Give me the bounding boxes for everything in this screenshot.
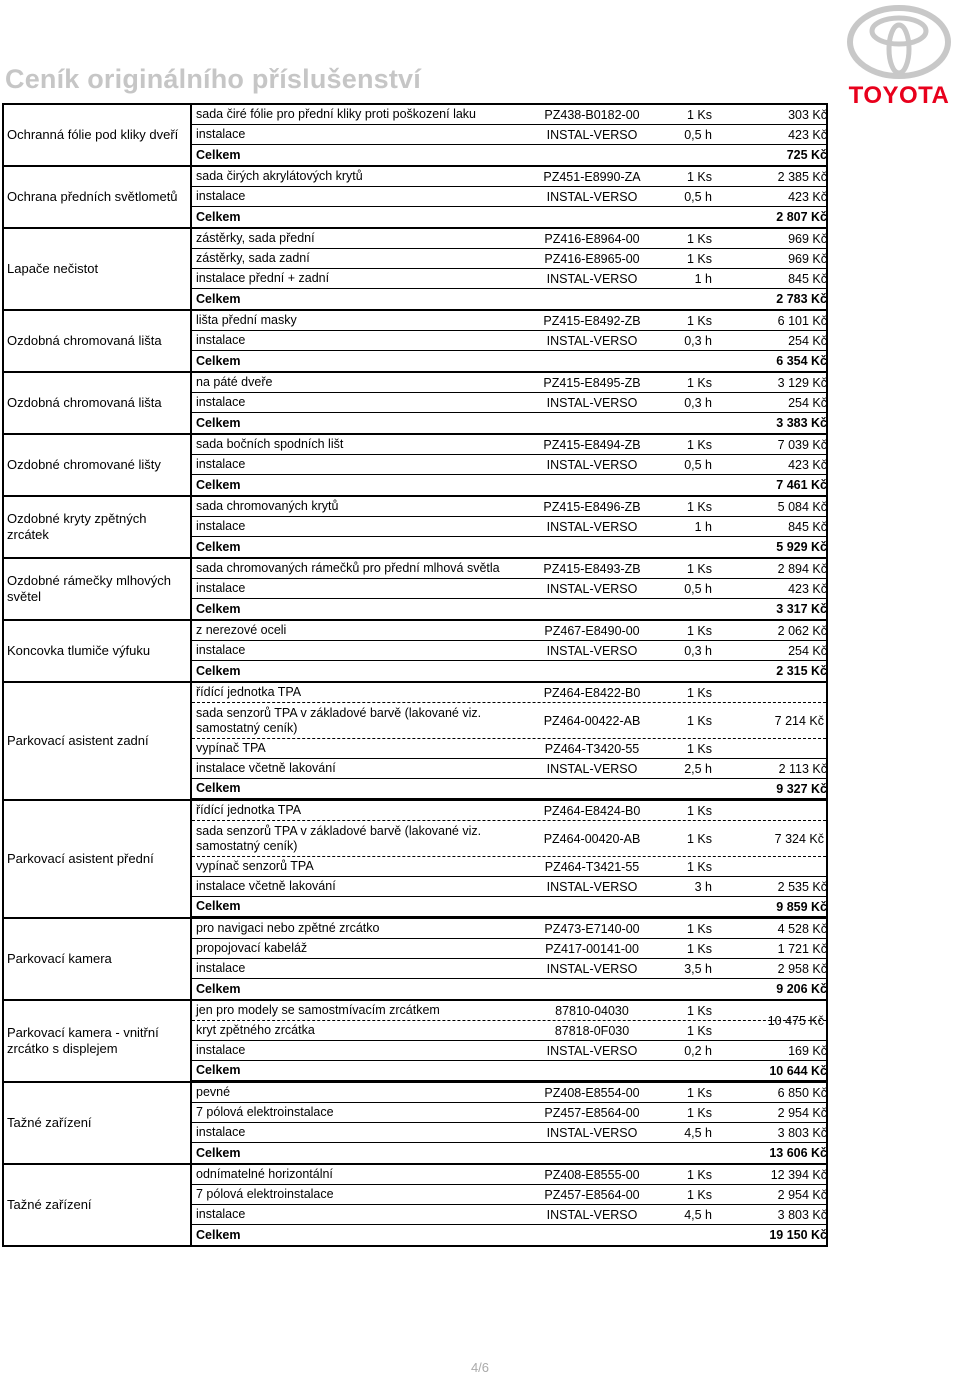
total-row: [192, 475, 826, 495]
cell-code: [527, 475, 657, 495]
cell-qty: 1 Ks: [686, 251, 712, 266]
group-name: Parkovací kamera - vnitřní zrcátko s displejem: [7, 1025, 159, 1056]
table-row: [192, 621, 826, 641]
group-name: Ochrana předních světlometů: [7, 189, 178, 204]
cell-price: 4 528 Kč: [777, 921, 827, 936]
table-row: [192, 393, 826, 413]
total-row: [192, 599, 826, 619]
table-row: [192, 1165, 826, 1185]
group-name: Tažné zařízení: [7, 1197, 92, 1212]
cell-desc: instalace: [196, 1043, 246, 1057]
table-row: [192, 1185, 826, 1205]
cell-price: 254 Kč: [788, 643, 827, 658]
cell-code: [527, 979, 657, 999]
group-name: Parkovací kamera: [7, 951, 112, 966]
cell-desc: sada chromovaných rámečků pro přední mlhová světla: [196, 561, 500, 575]
cell-code: INSTAL-VERSO: [546, 761, 638, 776]
cell-price: 9 327 Kč: [776, 781, 827, 796]
cell-qty: [647, 1061, 712, 1080]
cell-desc: vypínač senzorů TPA: [196, 859, 314, 873]
cell-qty: 1 Ks: [686, 1187, 712, 1202]
cell-code: INSTAL-VERSO: [546, 879, 638, 894]
cell-price: 3 803 Kč: [777, 1125, 827, 1140]
cell-desc: Celkem: [196, 539, 241, 554]
cell-qty: 0,3 h: [684, 395, 712, 410]
cell-price: 12 394 Kč: [770, 1167, 827, 1182]
cell-desc: Celkem: [196, 601, 241, 616]
cell-desc: Celkem: [196, 209, 241, 224]
cell-qty: 4,5 h: [684, 1125, 712, 1140]
product-group: [2, 371, 828, 433]
cell-code: INSTAL-VERSO: [546, 519, 638, 534]
merged-price: 7 214 Kč: [774, 714, 824, 728]
cell-code: INSTAL-VERSO: [546, 1125, 638, 1140]
product-group: [2, 999, 828, 1081]
table-row: [192, 1041, 826, 1061]
cell-qty: 1 Ks: [686, 831, 712, 846]
table-row: [192, 517, 826, 537]
cell-price: 3 383 Kč: [776, 416, 827, 430]
cell-desc: Celkem: [196, 415, 241, 430]
cell-code: [527, 413, 657, 433]
cell-code: PZ416-E8964-00: [544, 231, 640, 246]
product-group: [2, 799, 828, 917]
table-row: [192, 229, 826, 249]
cell-price: 169 Kč: [788, 1043, 827, 1058]
cell-price: 845 Kč: [788, 519, 827, 534]
product-group: [2, 309, 828, 371]
table-row: [192, 167, 826, 187]
total-row: [192, 1225, 826, 1245]
cell-qty: 0,3 h: [684, 333, 712, 348]
cell-qty: 1 Ks: [686, 499, 712, 514]
cell-price: 2 315 Kč: [776, 664, 827, 678]
cell-code: PZ464-00420-AB: [543, 831, 641, 846]
table-row: [192, 959, 826, 979]
total-row: [192, 145, 826, 165]
cell-desc: Celkem: [196, 147, 241, 162]
cell-desc: instalace: [196, 189, 246, 203]
cell-price: 3 317 Kč: [776, 602, 827, 616]
cell-price: 10 644 Kč: [769, 1063, 827, 1078]
cell-code: INSTAL-VERSO: [546, 643, 638, 658]
total-row: [192, 1143, 826, 1163]
cell-qty: 0,5 h: [684, 581, 712, 596]
total-row: [192, 413, 826, 433]
cell-code: 87810-04030: [555, 1003, 629, 1018]
cell-price: 2 385 Kč: [777, 169, 827, 184]
cell-desc: sada čiré fólie pro přední kliky proti poškození laku: [196, 107, 477, 121]
cell-qty: [647, 1225, 712, 1245]
cell-desc: odnímatelné horizontální: [196, 1167, 333, 1181]
cell-qty: [647, 537, 712, 557]
cell-desc: Celkem: [196, 899, 241, 913]
cell-desc: sada čirých akrylátových krytů: [196, 169, 363, 183]
cell-code: PZ467-E8490-00: [544, 623, 640, 638]
cell-code: PZ464-00422-AB: [543, 713, 641, 728]
cell-price: 2 113 Kč: [778, 761, 827, 776]
cell-desc: instalace: [196, 333, 246, 347]
cell-desc: Celkem: [196, 1145, 241, 1160]
group-name: Parkovací asistent přední: [7, 851, 154, 866]
table-row: [192, 249, 826, 269]
cell-price: 19 150 Kč: [769, 1228, 827, 1242]
total-row: [192, 1061, 826, 1081]
cell-price: 6 850 Kč: [777, 1085, 827, 1100]
cell-qty: 3,5 h: [684, 961, 712, 976]
product-group: [2, 681, 828, 799]
cell-qty: 1 Ks: [686, 437, 712, 452]
cell-desc: 7 pólová elektroinstalace: [196, 1187, 334, 1201]
group-name: Ozdobné kryty zpětných zrcátek: [7, 511, 147, 542]
cell-qty: [647, 207, 712, 227]
cell-price: 2 783 Kč: [776, 292, 827, 306]
cell-price: 2 954 Kč: [777, 1105, 827, 1120]
cell-desc: instalace: [196, 127, 246, 141]
cell-price: 7 039 Kč: [777, 437, 827, 452]
product-group: [2, 433, 828, 495]
cell-desc: instalace: [196, 581, 246, 595]
cell-desc: instalace: [196, 457, 246, 471]
cell-price: 254 Kč: [788, 395, 827, 410]
product-group: [2, 103, 828, 165]
cell-qty: 1 Ks: [686, 921, 712, 936]
group-name: Parkovací asistent zadní: [7, 733, 149, 748]
cell-price: 2 954 Kč: [777, 1187, 827, 1202]
cell-qty: [647, 661, 712, 681]
cell-qty: 1 Ks: [686, 561, 712, 576]
cell-code: PZ417-00141-00: [545, 941, 639, 956]
cell-qty: [647, 599, 712, 619]
cell-code: INSTAL-VERSO: [546, 271, 638, 286]
cell-qty: 1 Ks: [686, 623, 712, 638]
cell-code: INSTAL-VERSO: [546, 1043, 638, 1058]
cell-desc: řídící jednotka TPA: [196, 685, 302, 699]
cell-code: [527, 537, 657, 557]
cell-desc: pevné: [196, 1085, 231, 1099]
group-name: Ochranná fólie pod kliky dveří: [7, 127, 179, 142]
cell-qty: 3 h: [694, 879, 712, 894]
cell-qty: [647, 413, 712, 433]
cell-qty: 1 Ks: [686, 1003, 712, 1018]
cell-qty: [647, 1143, 712, 1163]
cell-qty: 0,5 h: [684, 457, 712, 472]
cell-code: [527, 661, 657, 681]
table-row: [192, 1083, 826, 1103]
product-group: [2, 917, 828, 999]
page-title: Ceník originálního příslušenství: [5, 64, 421, 94]
logo-wordmark: TOYOTA: [848, 82, 950, 109]
cell-price: 5 084 Kč: [777, 499, 827, 514]
group-name: Ozdobné rámečky mlhových světel: [7, 573, 172, 604]
cell-qty: [647, 979, 712, 999]
cell-code: INSTAL-VERSO: [546, 457, 638, 472]
cell-code: 87818-0F030: [554, 1023, 630, 1038]
toyota-logo-icon: [838, 4, 960, 84]
cell-code: PZ473-E7140-00: [544, 921, 640, 936]
cell-desc: instalace: [196, 643, 246, 657]
cell-qty: 1 h: [694, 519, 712, 534]
cell-code: [527, 1225, 657, 1245]
cell-qty: 1 Ks: [686, 231, 712, 246]
table-row: [192, 373, 826, 393]
cell-qty: 1 Ks: [686, 1023, 712, 1038]
cell-qty: 0,5 h: [684, 189, 712, 204]
cell-desc: Celkem: [196, 1227, 241, 1242]
cell-code: PZ457-E8564-00: [544, 1105, 640, 1120]
cell-code: [527, 1061, 657, 1080]
cell-desc: instalace: [196, 1125, 246, 1139]
cell-desc: vypínač TPA: [196, 741, 266, 755]
cell-qty: [647, 475, 712, 495]
table-row: [192, 579, 826, 599]
total-row: [192, 351, 826, 371]
cell-qty: 1 Ks: [686, 313, 712, 328]
cell-qty: 1 Ks: [686, 685, 712, 700]
cell-price: 254 Kč: [788, 333, 827, 348]
cell-code: PZ464-E8422-B0: [543, 685, 641, 700]
cell-code: INSTAL-VERSO: [546, 581, 638, 596]
cell-desc: zástěrky, sada přední: [196, 231, 315, 245]
merged-price: 7 324 Kč: [774, 832, 824, 846]
cell-qty: 0,2 h: [684, 1043, 712, 1058]
cell-code: [527, 207, 657, 227]
cell-desc: sada chromovaných krytů: [196, 499, 339, 513]
cell-code: [527, 779, 657, 798]
cell-qty: 1 Ks: [686, 741, 712, 756]
total-row: [192, 897, 826, 917]
cell-desc: Celkem: [196, 291, 241, 306]
cell-price: 2 958 Kč: [777, 961, 827, 976]
cell-code: INSTAL-VERSO: [546, 961, 638, 976]
cell-code: PZ464-T3421-55: [544, 859, 640, 874]
cell-desc: lišta přední masky: [196, 313, 297, 327]
cell-code: PZ408-E8555-00: [544, 1167, 640, 1182]
cell-price: 6 101 Kč: [777, 313, 827, 328]
group-name: Ozdobná chromovaná lišta: [7, 333, 162, 348]
cell-price: 969 Kč: [788, 251, 827, 266]
cell-code: PZ457-E8564-00: [544, 1187, 640, 1202]
total-row: [192, 979, 826, 999]
cell-desc: Celkem: [196, 981, 241, 996]
group-name: Ozdobná chromovaná lišta: [7, 395, 162, 410]
product-group: [2, 227, 828, 309]
cell-price: 9 859 Kč: [776, 899, 827, 914]
table-row: [192, 269, 826, 289]
cell-code: PZ438-B0182-00: [544, 107, 640, 122]
cell-qty: 1 Ks: [686, 941, 712, 956]
cell-code: INSTAL-VERSO: [546, 1207, 638, 1222]
cell-code: [527, 351, 657, 371]
toyota-logo: [838, 4, 960, 108]
cell-qty: [647, 897, 712, 916]
table-row: [192, 497, 826, 517]
cell-qty: [647, 351, 712, 371]
table-row: [192, 1103, 826, 1123]
cell-desc: Celkem: [196, 781, 241, 795]
cell-desc: instalace přední + zadní: [196, 271, 330, 285]
cell-price: 2 807 Kč: [776, 210, 827, 224]
group-name: Lapače nečistot: [7, 261, 99, 276]
cell-price: 2 894 Kč: [777, 561, 827, 576]
cell-qty: 1 h: [694, 271, 712, 286]
table-row: [192, 919, 826, 939]
cell-qty: 1 Ks: [686, 1085, 712, 1100]
cell-desc: 7 pólová elektroinstalace: [196, 1105, 334, 1119]
table-row: [192, 125, 826, 145]
cell-desc: řídící jednotka TPA: [196, 803, 302, 817]
cell-desc: kryt zpětného zrcátka: [196, 1023, 315, 1037]
cell-code: INSTAL-VERSO: [546, 395, 638, 410]
cell-price: 9 206 Kč: [776, 982, 827, 996]
cell-desc: Celkem: [196, 477, 241, 492]
product-group: [2, 1081, 828, 1163]
cell-code: PZ464-T3420-55: [544, 741, 640, 756]
price-table: [2, 103, 828, 1247]
merged-price: 10 475 Kč: [767, 1014, 824, 1028]
cell-qty: 0,3 h: [684, 643, 712, 658]
cell-code: PZ464-E8424-B0: [543, 803, 641, 818]
cell-desc: sada senzorů TPA v základové barvě (lakované viz. samostatný ceník): [196, 823, 482, 853]
cell-code: PZ408-E8554-00: [544, 1085, 640, 1100]
cell-code: PZ415-E8496-ZB: [543, 499, 641, 514]
product-group: [2, 495, 828, 557]
product-group: [2, 557, 828, 619]
cell-qty: 1 Ks: [686, 1167, 712, 1182]
cell-qty: 1 Ks: [686, 375, 712, 390]
product-group: [2, 1163, 828, 1247]
cell-desc: instalace: [196, 961, 246, 975]
cell-qty: 2,5 h: [684, 761, 712, 776]
cell-price: 2 535 Kč: [777, 879, 827, 894]
cell-code: PZ415-E8495-ZB: [543, 375, 641, 390]
cell-code: INSTAL-VERSO: [546, 333, 638, 348]
cell-code: [527, 1143, 657, 1163]
total-row: [192, 537, 826, 557]
cell-price: 3 803 Kč: [777, 1207, 827, 1222]
cell-price: 3 129 Kč: [777, 375, 827, 390]
cell-desc: Celkem: [196, 1063, 241, 1077]
table-row: [192, 559, 826, 579]
cell-qty: [647, 145, 712, 165]
group-name: Koncovka tlumiče výfuku: [7, 643, 151, 658]
cell-code: PZ415-E8493-ZB: [543, 561, 641, 576]
total-row: [192, 661, 826, 681]
cell-desc: instalace včetně lakování: [196, 879, 336, 893]
cell-price: 423 Kč: [788, 127, 827, 142]
table-row: [192, 311, 826, 331]
cell-code: INSTAL-VERSO: [546, 189, 638, 204]
table-row: [192, 759, 826, 779]
cell-desc: na páté dveře: [196, 375, 273, 389]
cell-desc: Celkem: [196, 353, 241, 368]
cell-desc: instalace: [196, 395, 246, 409]
group-name: Ozdobné chromované lišty: [7, 457, 161, 472]
cell-price: 725 Kč: [786, 148, 827, 162]
cell-desc: instalace včetně lakování: [196, 761, 336, 775]
table-row: [192, 331, 826, 351]
cell-price: 845 Kč: [788, 271, 827, 286]
cell-price: 423 Kč: [788, 457, 827, 472]
table-row: [192, 1123, 826, 1143]
cell-code: [527, 289, 657, 309]
cell-desc: instalace: [196, 519, 246, 533]
cell-code: [527, 897, 657, 916]
cell-code: PZ415-E8492-ZB: [543, 313, 641, 328]
cell-desc: pro navigaci nebo zpětné zrcátko: [196, 921, 380, 935]
total-row: [192, 779, 826, 799]
page-number: 4/6: [470, 1360, 490, 1375]
cell-desc: sada senzorů TPA v základové barvě (lakované viz. samostatný ceník): [196, 705, 482, 735]
cell-desc: jen pro modely se samostmívacím zrcátkem: [196, 1003, 440, 1017]
cell-price: 969 Kč: [788, 231, 827, 246]
cell-code: PZ451-E8990-ZA: [543, 169, 641, 184]
cell-qty: 1 Ks: [686, 169, 712, 184]
table-row: [192, 187, 826, 207]
cell-price: 13 606 Kč: [769, 1146, 827, 1160]
cell-qty: 1 Ks: [686, 803, 712, 818]
cell-code: INSTAL-VERSO: [546, 127, 638, 142]
cell-desc: propojovací kabeláž: [196, 941, 308, 955]
cell-price: 7 461 Kč: [776, 478, 827, 492]
cell-desc: sada bočních spodních lišt: [196, 437, 344, 451]
cell-desc: Celkem: [196, 663, 241, 678]
table-row: [192, 877, 826, 897]
cell-qty: [647, 289, 712, 309]
cell-desc: zástěrky, sada zadní: [196, 251, 310, 265]
cell-qty: 0,5 h: [684, 127, 712, 142]
cell-price: 2 062 Kč: [777, 623, 827, 638]
cell-qty: 1 Ks: [686, 1105, 712, 1120]
cell-desc: instalace: [196, 1207, 246, 1221]
product-group: [2, 165, 828, 227]
cell-code: [527, 599, 657, 619]
cell-price: 5 929 Kč: [776, 540, 827, 554]
cell-price: 1 721 Kč: [777, 941, 827, 956]
table-row: [192, 435, 826, 455]
cell-qty: 1 Ks: [686, 713, 712, 728]
total-row: [192, 207, 826, 227]
cell-code: PZ416-E8965-00: [544, 251, 640, 266]
cell-qty: [647, 779, 712, 798]
table-row: [192, 1205, 826, 1225]
cell-price: 423 Kč: [788, 581, 827, 596]
cell-price: 423 Kč: [788, 189, 827, 204]
cell-code: [527, 145, 657, 165]
table-row: [192, 105, 826, 125]
cell-qty: 1 Ks: [686, 859, 712, 874]
table-row: [192, 939, 826, 959]
cell-price: 6 354 Kč: [776, 354, 827, 368]
cell-desc: z nerezové oceli: [196, 623, 287, 637]
cell-qty: 1 Ks: [686, 107, 712, 122]
cell-qty: 4,5 h: [684, 1207, 712, 1222]
total-row: [192, 289, 826, 309]
table-row: [192, 641, 826, 661]
group-name: Tažné zařízení: [7, 1115, 92, 1130]
cell-code: PZ415-E8494-ZB: [543, 437, 641, 452]
cell-price: 303 Kč: [788, 107, 827, 122]
product-group: [2, 619, 828, 681]
table-row: [192, 455, 826, 475]
